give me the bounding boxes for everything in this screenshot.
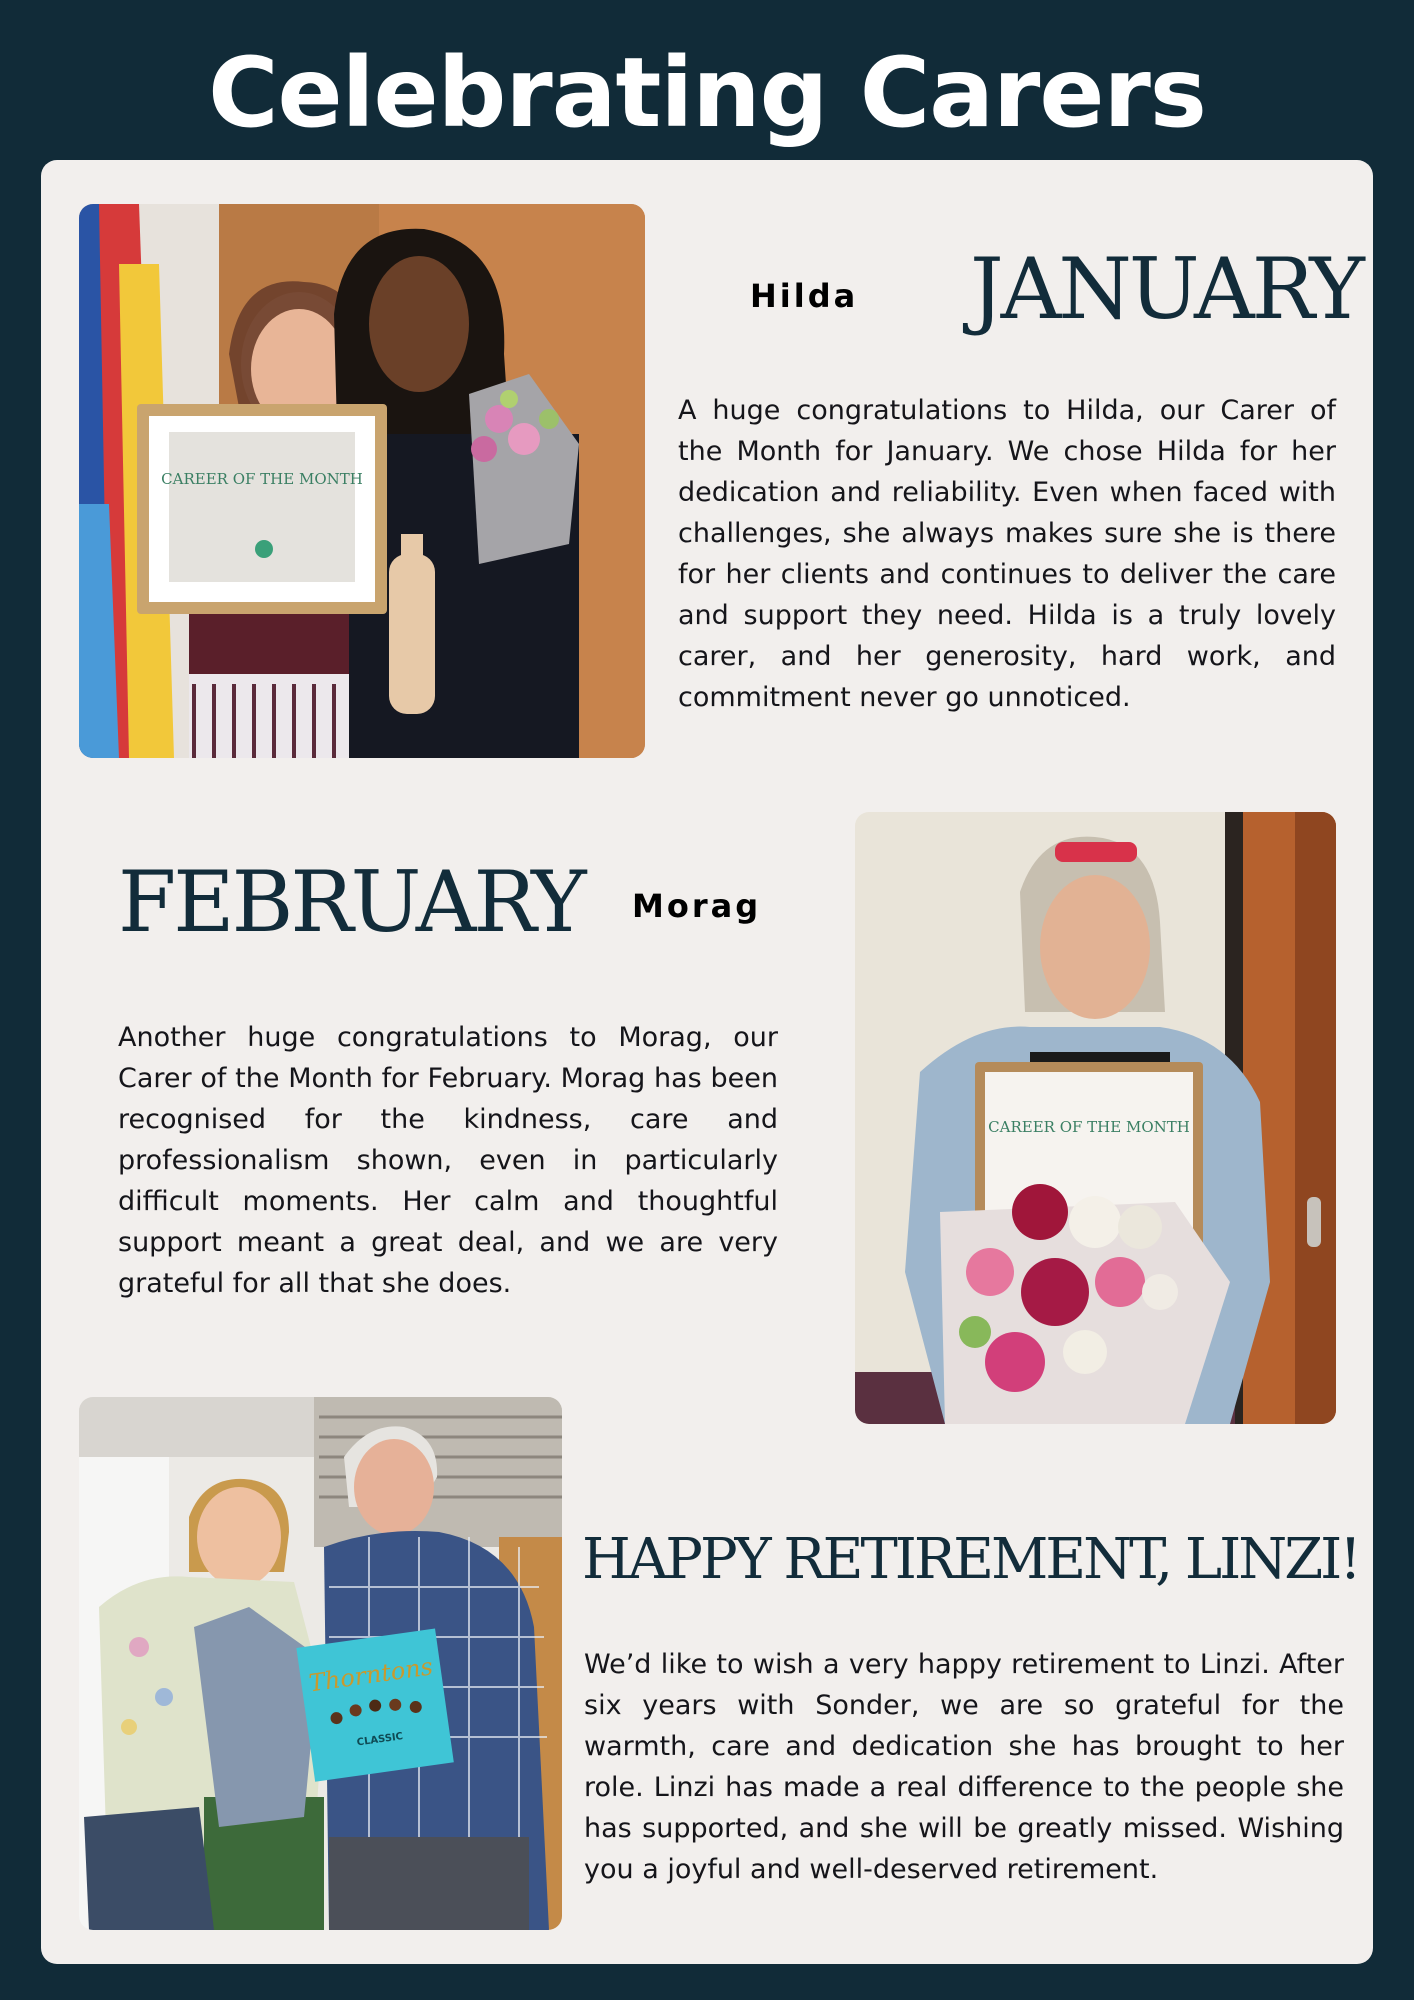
january-text: A huge congratulations to Hilda, our Carer of the Month for January. We chose Hilda for her dedication and reliability. Even when faced with challenges, she always makes sure she is there for her clients and continues to deliver the care and support they need. Hilda is a truly lovely carer, and her generosity, hard work, and commitment never go unnoticed. [678,395,1336,713]
hilda-photo [79,204,645,758]
content-card [41,160,1373,1964]
retirement-text: We’d like to wish a very happy retirement to Linzi. After six years with Sonder, we are so grateful for the warmth, care and dedication she has brought to her role. Linzi has made a real difference to the people she has supported, and she will be greatly missed. Wishing you a joyful and well-deserved retirement. [584,1649,1344,1885]
morag-photo [855,812,1336,1424]
certificate-text: CAREER OF THE MONTH [161,470,363,488]
page-title: Celebrating Carers [208,37,1206,149]
hilda-name: Hilda [750,277,859,315]
february-text: Another huge congratulations to Morag, our Carer of the Month for February. Morag has been recognised for the kindness, care and professionalism shown, even in particularly difficult moments. Her calm and thoughtful support meant a great deal, and we are very grateful for all that she does. [118,1022,778,1299]
certificate-text: CAREER OF THE MONTH [988,1118,1190,1136]
linzi-photo [79,1397,562,1930]
gift-label: CLASSIC [356,1731,404,1749]
gift-brand: Thorntons [307,1652,435,1698]
morag-name: Morag [632,887,762,925]
february-heading: FEBRUARY [118,853,584,951]
retirement-heading: HAPPY RETIREMENT, LINZI! [582,1527,1359,1592]
january-heading: JANUARY [970,240,1362,338]
